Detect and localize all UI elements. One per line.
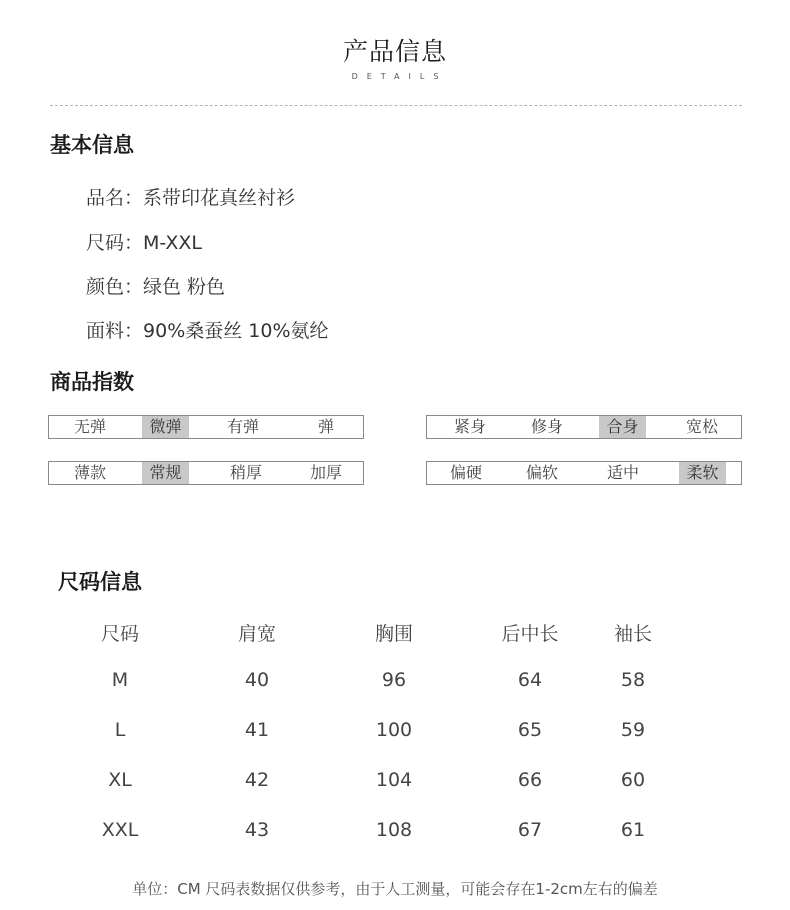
- index-row-fit: [426, 415, 742, 439]
- size-header-cell: 胸围: [374, 623, 413, 645]
- size-cell: 67: [517, 819, 543, 841]
- info-row-fabric: [86, 316, 329, 343]
- size-header-cell: 后中长: [501, 623, 559, 645]
- info-row-name: [86, 183, 295, 210]
- index-row-thickness: [48, 461, 364, 485]
- size-cell: 42: [244, 769, 270, 791]
- size-header-cell: 袖长: [613, 623, 652, 645]
- size-cell: 41: [244, 719, 270, 741]
- size-note: 单位：CM 尺码表数据仅供参考，由于人工测量，可能会存在1-2cm左右的偏差: [132, 880, 658, 898]
- product-index-title: 商品指数: [50, 370, 134, 394]
- index-option-selected: 常规: [142, 462, 189, 484]
- info-label: 品名：: [86, 187, 144, 209]
- index-option: 宽松: [685, 417, 718, 436]
- size-cell: 58: [620, 669, 646, 691]
- page-title: 产品信息: [342, 37, 447, 66]
- index-option-selected: 微弹: [142, 416, 189, 438]
- index-option: 薄款: [73, 463, 106, 482]
- info-label: 面料：: [86, 320, 144, 342]
- size-cell: 60: [620, 769, 646, 791]
- size-cell: M: [111, 669, 129, 691]
- size-cell: 100: [375, 719, 413, 741]
- basic-info-title: 基本信息: [50, 133, 134, 157]
- size-cell: L: [114, 719, 126, 741]
- index-option: 稍厚: [229, 463, 262, 482]
- size-cell: 59: [620, 719, 646, 741]
- index-option: 有弹: [226, 417, 259, 436]
- size-cell: 104: [375, 769, 413, 791]
- size-cell: 108: [375, 819, 413, 841]
- size-cell: 43: [244, 819, 270, 841]
- index-row-elasticity: [48, 415, 364, 439]
- info-row-color: [86, 272, 225, 299]
- index-option: 偏硬: [449, 463, 482, 482]
- info-row-size: [86, 228, 202, 255]
- index-option: 紧身: [453, 417, 486, 436]
- size-cell: 64: [517, 669, 543, 691]
- index-option: 修身: [530, 417, 563, 436]
- size-cell: 61: [620, 819, 646, 841]
- size-cell: 65: [517, 719, 543, 741]
- page-subtitle: DETAILS: [351, 72, 448, 81]
- size-header-cell: 尺码: [100, 623, 139, 645]
- index-option-selected: 柔软: [679, 462, 726, 484]
- index-option-selected: 合身: [599, 416, 646, 438]
- size-header-cell: 肩宽: [237, 623, 276, 645]
- index-option: 弹: [317, 417, 334, 436]
- dashed-divider: [50, 105, 742, 106]
- info-value: 系带印花真丝衬衫: [143, 187, 296, 209]
- size-cell: 96: [381, 669, 407, 691]
- info-value: 绿色 粉色: [143, 276, 226, 298]
- size-cell: 66: [517, 769, 543, 791]
- size-cell: XL: [108, 769, 132, 791]
- info-value: M-XXL: [143, 232, 202, 254]
- index-option: 无弹: [73, 417, 106, 436]
- info-label: 尺码：: [86, 232, 144, 254]
- info-label: 颜色：: [86, 276, 144, 298]
- index-option: 适中: [606, 463, 639, 482]
- index-row-softness: [426, 461, 742, 485]
- index-option: 加厚: [309, 463, 342, 482]
- size-cell: XXL: [101, 819, 139, 841]
- index-option: 偏软: [525, 463, 558, 482]
- info-value: 90%桑蚕丝 10%氨纶: [143, 320, 329, 342]
- size-info-title: 尺码信息: [58, 570, 142, 594]
- size-cell: 40: [244, 669, 270, 691]
